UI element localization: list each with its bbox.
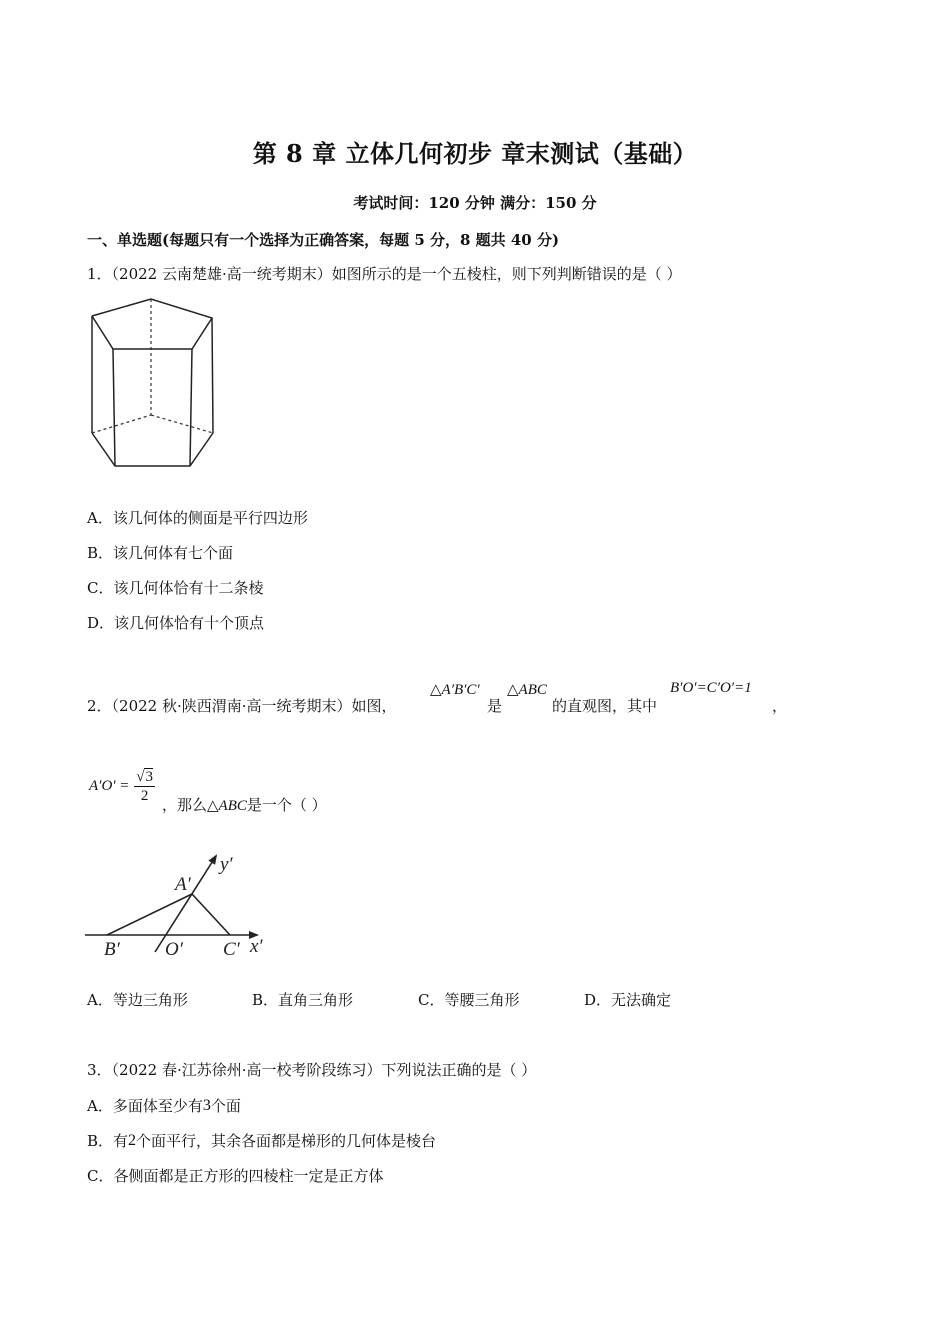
pentagonal-prism-figure bbox=[85, 296, 220, 471]
math-term: =1 bbox=[734, 680, 752, 696]
prism-bottom-visible bbox=[92, 433, 213, 466]
math-numerator: 3 bbox=[145, 769, 153, 785]
q1-option-b: B．该几何体有七个面 bbox=[87, 544, 234, 562]
question-2-line1 bbox=[87, 695, 397, 716]
question-stem-part: 的直观图，其中 bbox=[552, 697, 658, 715]
q3-option-a bbox=[87, 1095, 241, 1116]
label-x-prime: x′ bbox=[250, 936, 263, 957]
question-stem: （2022 云南楚雄·高一统考期末）如图所示的是一个五棱柱，则下列判断错误的是（ ） bbox=[111, 265, 682, 283]
y-axis bbox=[155, 856, 216, 952]
option-number: 3 bbox=[202, 1097, 211, 1114]
page-title: 第 8 章 立体几何初步 章末测试（基础） bbox=[252, 139, 698, 168]
option-text: B．有 bbox=[87, 1132, 129, 1150]
q2-option-d: D．无法确定 bbox=[584, 991, 672, 1009]
section-heading: 一、单选题(每题只有一个选择为正确答案，每题 5 分，8 题共 40 分) bbox=[87, 231, 560, 249]
math-equation-ao bbox=[89, 768, 155, 805]
option-text: A．多面体至少有 bbox=[87, 1097, 203, 1115]
math-term: B′O′ bbox=[670, 680, 697, 696]
question-1 bbox=[87, 263, 682, 284]
q3-option-b bbox=[87, 1130, 436, 1151]
question-number: 3． bbox=[87, 1061, 112, 1079]
q2-option-c: C．等腰三角形 bbox=[418, 991, 520, 1009]
option-text: 个面平行，其余各面都是梯形的几何体是棱台 bbox=[136, 1132, 437, 1150]
question-number: 1． bbox=[87, 265, 112, 283]
option-text: 个面 bbox=[210, 1097, 241, 1115]
q3-option-c: C．各侧面都是正方形的四棱柱一定是正方体 bbox=[87, 1167, 384, 1185]
math-term: =C′O′ bbox=[696, 680, 735, 696]
math-fraction: $\frac{√3}{2}$ bbox=[136, 769, 153, 804]
segment-a-c bbox=[192, 894, 230, 935]
question-stem-part: 是 bbox=[487, 697, 503, 715]
label-c-prime: C′ bbox=[223, 939, 240, 960]
q1-option-c: C．该几何体恰有十二条棱 bbox=[87, 579, 264, 597]
question-3 bbox=[87, 1059, 536, 1080]
question-stem-part: （2022 秋·陕西渭南·高一统考期末）如图， bbox=[111, 697, 397, 715]
math-triangle-abc: △ABC bbox=[207, 798, 247, 814]
label-a-prime: A′ bbox=[175, 874, 191, 895]
exam-info: 考试时间：120 分钟 满分：150 分 bbox=[353, 194, 597, 212]
question-number: 2． bbox=[87, 697, 112, 715]
question-stem-part: ，那么 bbox=[162, 796, 208, 814]
prism-edge bbox=[190, 349, 192, 466]
option-number: 2 bbox=[128, 1132, 137, 1149]
q2-option-b: B．直角三角形 bbox=[252, 991, 354, 1009]
math-equation-bo-co bbox=[670, 680, 752, 697]
prism-hidden-edge bbox=[92, 415, 151, 433]
math-triangle-abc: △ABC bbox=[507, 682, 547, 698]
label-b-prime: B′ bbox=[104, 939, 120, 960]
question-stem: （2022 春·江苏徐州·高一校考阶段练习）下列说法正确的是（ ） bbox=[111, 1061, 537, 1079]
intuitive-diagram-figure bbox=[85, 848, 280, 960]
question-2-line2 bbox=[162, 794, 327, 815]
label-o-prime: O′ bbox=[165, 939, 183, 960]
prism-edge bbox=[113, 349, 115, 466]
q1-option-d: D．该几何体恰有十个顶点 bbox=[87, 614, 265, 632]
math-denominator: 2 bbox=[140, 788, 149, 804]
question-stem-part: 是一个（ ） bbox=[246, 796, 327, 814]
math-term: A′O′ = bbox=[89, 778, 130, 794]
prism-edge bbox=[212, 318, 213, 433]
prism-top-face bbox=[92, 299, 212, 349]
q2-option-a: A．等边三角形 bbox=[87, 991, 188, 1009]
math-triangle-a-prime: △A′B′C′ bbox=[430, 682, 480, 698]
q1-option-a: A．该几何体的侧面是平行四边形 bbox=[87, 509, 308, 527]
prism-hidden-edge bbox=[151, 415, 213, 433]
question-stem-part: ， bbox=[772, 697, 788, 715]
label-y-prime: y′ bbox=[220, 854, 233, 875]
